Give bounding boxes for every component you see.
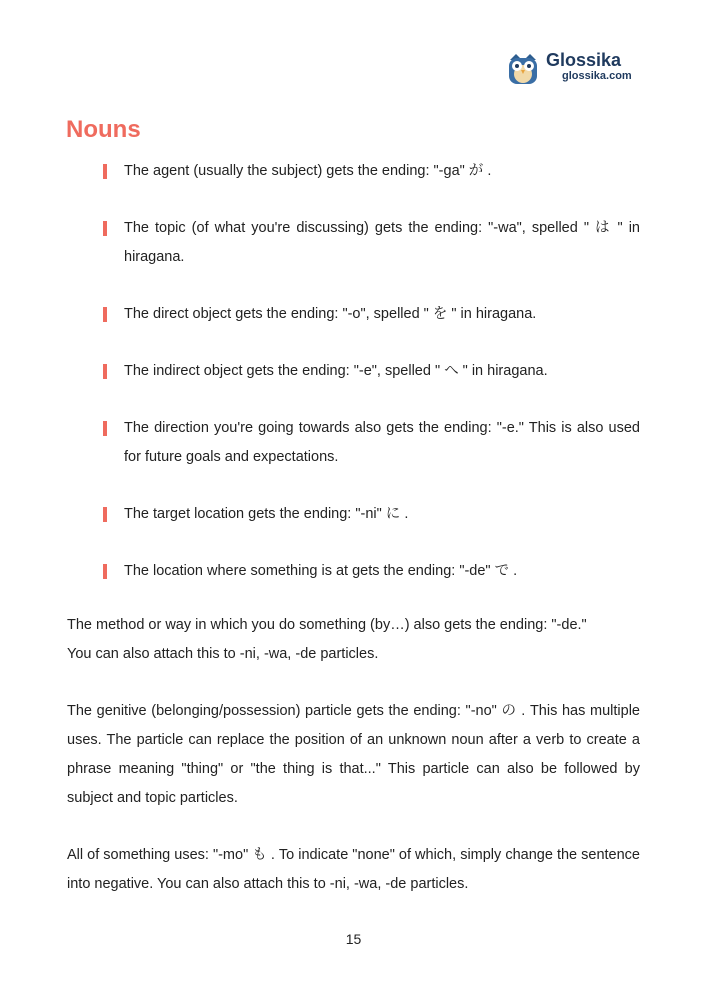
list-item xyxy=(103,300,640,329)
list-item-text: The agent (usually the subject) gets the ending: "-ga" が . xyxy=(124,163,492,179)
bullet-marker-icon xyxy=(103,164,107,179)
logo-name: Glossika xyxy=(546,50,622,70)
method-paragraph-line: The method or way in which you do something (by…) also gets the ending: "-de." xyxy=(67,617,587,633)
method-paragraph-line: You can also attach this to -ni, -wa, -de particles. xyxy=(67,646,379,662)
list-item xyxy=(103,557,640,586)
owl-logo-icon xyxy=(506,50,540,86)
bullet-marker-icon xyxy=(103,221,107,236)
bullet-marker-icon xyxy=(103,564,107,579)
list-item xyxy=(103,157,640,186)
noun-endings-list xyxy=(103,157,640,586)
list-item-text: The location where something is at gets the ending: "-de" で . xyxy=(124,563,518,579)
page-number: 15 xyxy=(345,931,362,947)
list-item-text: The direct object gets the ending: "-o", spelled " を " in hiragana. xyxy=(124,306,537,322)
section-title: Nouns xyxy=(66,116,141,143)
list-item-text: The direction you're going towards also gets the ending: "-e." This is also used for future goals and expectations. xyxy=(124,420,640,465)
method-paragraph xyxy=(67,611,640,669)
genitive-paragraph: The genitive (belonging/possession) particle gets the ending: "-no" の . This has multiple uses. The particle can replace the position of an unknown noun after a verb to create a phrase meaning "thing" or "the thing is that..." This particle can also be followed by subject and topic particles. xyxy=(67,703,640,806)
all-paragraph: All of something uses: "-mo" も . To indicate "none" of which, simply change the sentence into negative. You can also attach this to -ni, -wa, -de particles. xyxy=(67,847,640,892)
list-item-text: The indirect object gets the ending: "-e", spelled " へ " in hiragana. xyxy=(124,363,548,379)
bullet-marker-icon xyxy=(103,364,107,379)
list-item xyxy=(103,414,640,472)
bullet-marker-icon xyxy=(103,507,107,522)
list-item xyxy=(103,500,640,529)
glossika-logo xyxy=(506,48,646,88)
list-item-text: The topic (of what you're discussing) gets the ending: "-wa", spelled " は " in hiragana. xyxy=(124,220,640,265)
list-item xyxy=(103,214,640,272)
list-item-text: The target location gets the ending: "-ni" に . xyxy=(124,506,409,522)
list-item xyxy=(103,357,640,386)
bullet-marker-icon xyxy=(103,307,107,322)
bullet-marker-icon xyxy=(103,421,107,436)
logo-url: glossika.com xyxy=(562,70,632,82)
